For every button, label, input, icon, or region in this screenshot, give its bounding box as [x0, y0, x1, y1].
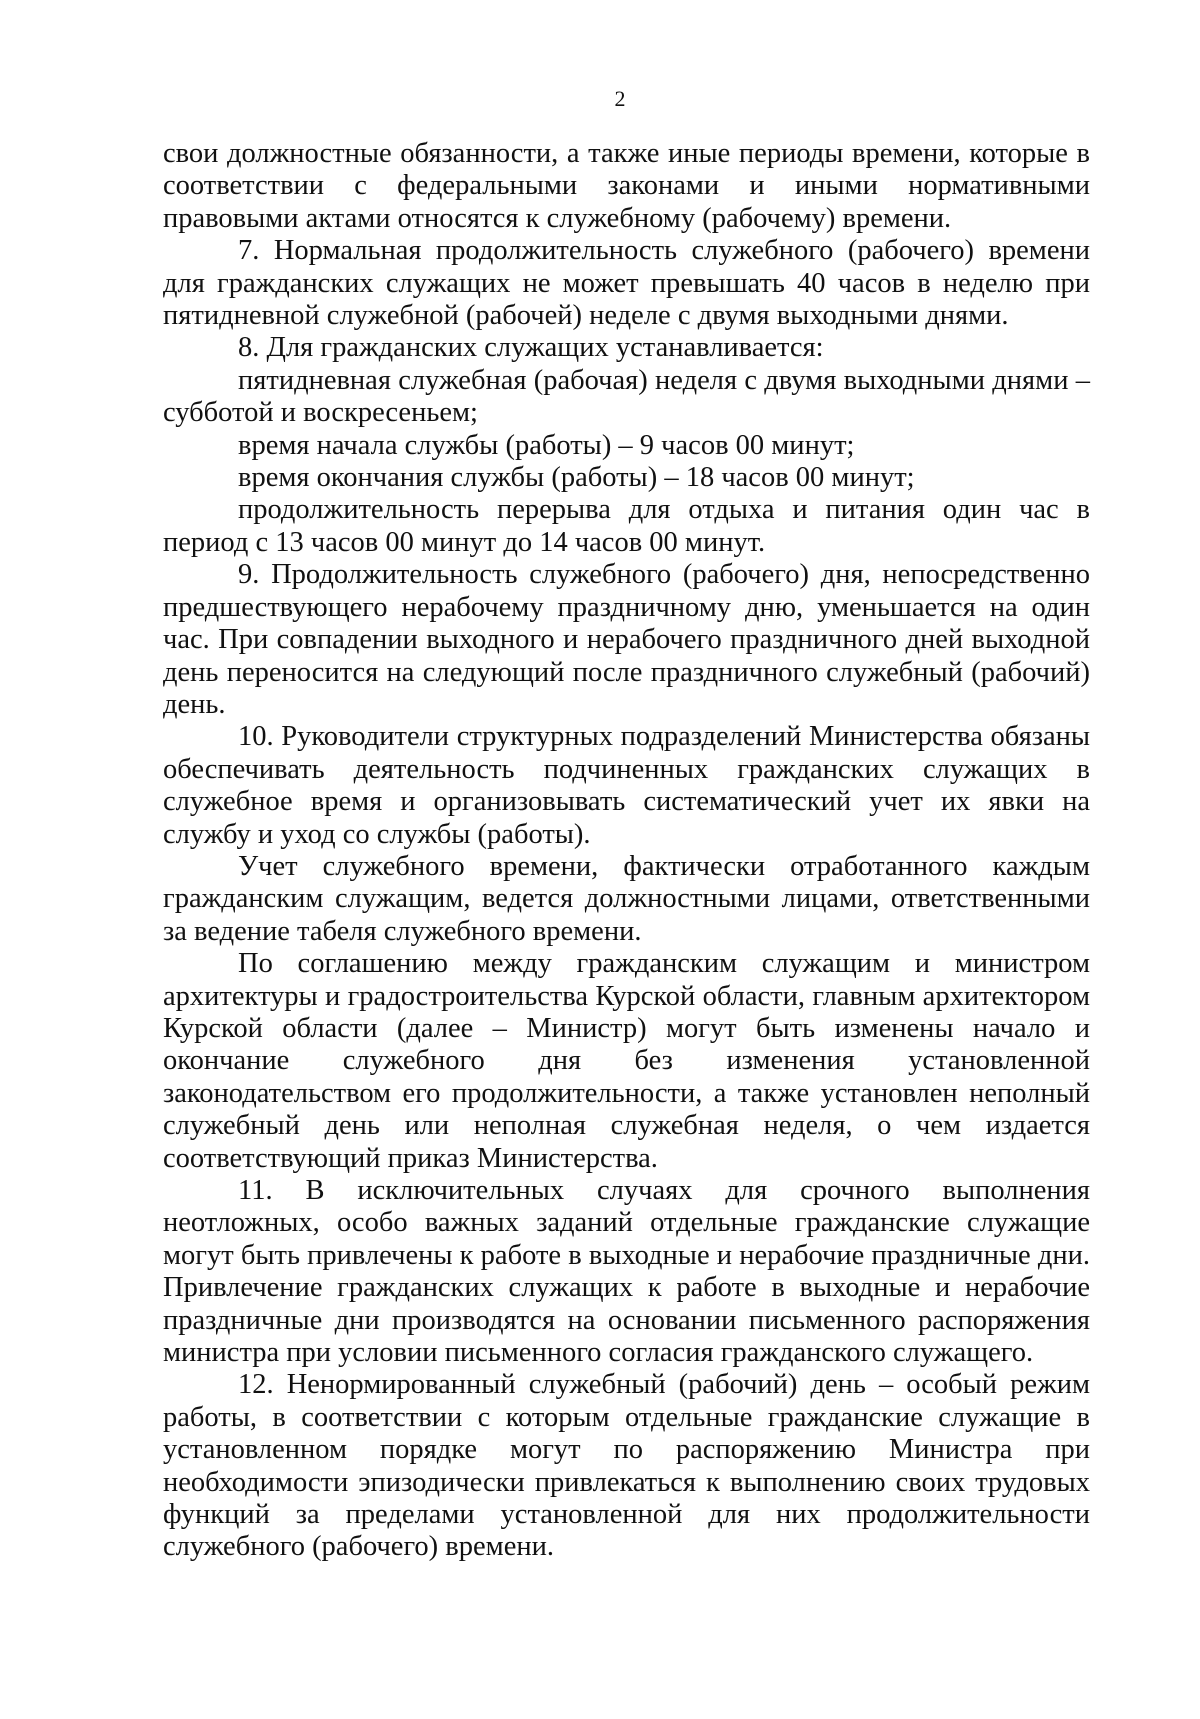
paragraph-item-8-end-time: время окончания службы (работы) – 18 часов 00 минут; [238, 462, 915, 494]
paragraph-item-8-start-time: время начала службы (работы) – 9 часов 00 минут; [238, 429, 855, 461]
paragraph-item-8-break: продолжительность перерыва для отдыха и питания один час в период с 13 часов 00 минут до 14 часов 00 минут. [163, 494, 1090, 558]
paragraph-item-7: 7. Нормальная продолжительность служебного (рабочего) времени для гражданских служащих не может превышать 40 часов в неделю при пятидневной служебной (рабочей) неделе с двумя выходными днями. [163, 235, 1090, 332]
paragraph-item-10: 10. Руководители структурных подразделений Министерства обязаны обеспечивать деятельность подчиненных гражданских служащих в служебное время и организовывать систематический учет их явки на службу и уход со службы (работы). [163, 721, 1090, 850]
paragraph-item-8: 8. Для гражданских служащих устанавливается: [238, 332, 824, 364]
paragraph-item-10-accounting: Учет служебного времени, фактически отработанного каждым гражданским служащим, ведется должностными лицами, ответственными за ведение табеля служебного времени. [163, 850, 1090, 947]
document-body [163, 138, 1090, 1564]
page-number: 2 [614, 86, 626, 111]
paragraph-item-12: 12. Ненормированный служебный (рабочий) день – особый режим работы, в соответствии с которым отдельные гражданские служащие в установленном порядке могут по распоряжению Министра при необходимости эпизодически привлекаться к выполнению своих трудовых функций за пределами установленной для них продолжительности служебного (рабочего) времени. [163, 1369, 1090, 1563]
paragraph-item-9: 9. Продолжительность служебного (рабочего) дня, непосредственно предшествующего нерабочему праздничному дню, уменьшается на один час. При совпадении выходного и нерабочего праздничного дней выходной день переносится на следующий после праздничного служебный (рабочий) день. [163, 559, 1090, 720]
paragraph-item-11: 11. В исключительных случаях для срочного выполнения неотложных, особо важных заданий отдельные гражданские служащие могут быть привлечены к работе в выходные и нерабочие праздничные дни. Привлечение гражданских служащих к работе в выходные и нерабочие праздничные дни производятся на основании письменного распоряжения министра при условии письменного согласия гражданского служащего. [163, 1175, 1090, 1369]
paragraph-item-10-agreement: По соглашению между гражданским служащим и министром архитектуры и градостроительства Курской области, главным архитектором Курской области (далее – Министр) могут быть изменены начало и окончание служебного дня без изменения установленной законодательством его продолжительности, а также установлен неполный служебный день или неполная служебная неделя, о чем издается соответствующий приказ Министерства. [163, 948, 1090, 1174]
paragraph-continuation: свои должностные обязанности, а также иные периоды времени, которые в соответствии с федеральными законами и иными нормативными правовыми актами относятся к служебному (рабочему) времени. [163, 138, 1090, 234]
paragraph-item-8-week: пятидневная служебная (рабочая) неделя с двумя выходными днями – субботой и воскресеньем; [163, 364, 1090, 429]
